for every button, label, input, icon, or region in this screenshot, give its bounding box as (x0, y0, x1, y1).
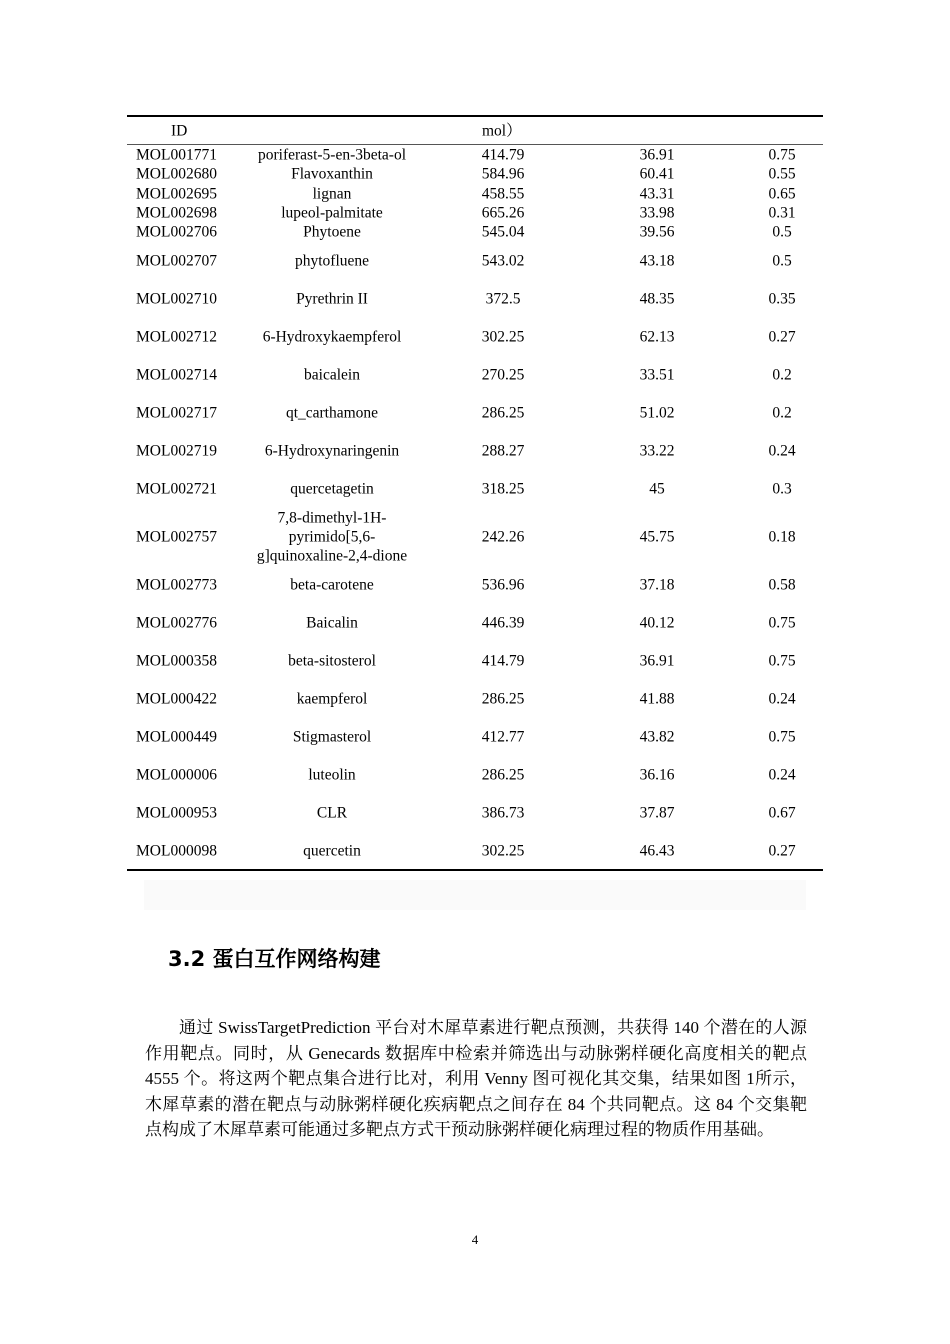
name-line: 6-Hydroxynaringenin (264, 442, 400, 460)
cell-mol-id: MOL002680 (136, 165, 217, 183)
cell-mol-id: MOL001771 (136, 146, 217, 164)
cell-molecule-name (313, 185, 352, 204)
cell-mol-id: MOL002712 (136, 328, 217, 346)
name-line: kaempferol (296, 690, 368, 708)
cell-molecule-name (295, 252, 369, 271)
name-line: Phytoene (303, 223, 361, 241)
name-line: Pyrethrin II (296, 290, 368, 308)
name-line: 6-Hydroxykaempferol (262, 328, 402, 346)
cell-mol-id: MOL002717 (136, 404, 217, 422)
name-line: qt_carthamone (285, 404, 379, 422)
cell-mol-id: MOL002706 (136, 223, 217, 241)
cell-molecule-name (308, 766, 355, 785)
name-line: luteolin (308, 766, 356, 784)
section-heading: 3.2 蛋白互作网络构建 (168, 947, 381, 971)
cell-mol-id: MOL002710 (136, 290, 217, 308)
cell-molecule-name (290, 480, 373, 499)
name-line: baicalein (304, 366, 360, 384)
cell-mol-id: MOL002707 (136, 252, 217, 270)
name-line: lignan (312, 185, 352, 203)
cell-molecule-name (297, 690, 368, 709)
cell-molecule-name (290, 576, 373, 595)
cell-mol-id: MOL000006 (136, 766, 217, 784)
cell-mol-id: MOL000422 (136, 690, 217, 708)
cell-molecule-name (286, 404, 378, 423)
name-line: Flavoxanthin (291, 165, 373, 183)
cell-molecule-name (303, 842, 361, 861)
cell-mol-id: MOL002757 (136, 528, 217, 546)
name-line: quercetin (303, 842, 361, 860)
name-line: phytofluene (294, 252, 370, 270)
name-line: quercetagetin (290, 480, 374, 498)
header-unit: mol） (482, 122, 522, 140)
name-line: Baicalin (306, 614, 358, 632)
name-line: CLR (316, 804, 348, 822)
name-line: beta-carotene (290, 576, 374, 594)
cell-mol-id: MOL002695 (136, 185, 217, 203)
name-line: g]quinoxaline-2,4-dione (256, 547, 408, 565)
name-line: pyrimido[5,6- (288, 528, 376, 546)
table-bottom-rule (127, 869, 823, 871)
cell-molecule-name (293, 728, 371, 747)
cell-mol-id: MOL002714 (136, 366, 217, 384)
page-number: 4 (471, 1232, 479, 1247)
cell-molecule-name (281, 204, 383, 223)
cell-molecule-name (288, 652, 376, 671)
document-page: ID mol） MOL001771 poriferast-5-en-3beta-ol 414.79 36.91 0.75 MOL002680 Flavoxanthin 584.96 60.41 0.55 MOL002695 lignan 458.55 43.31 0.65 MOL002698 lupeol-palmitate 665.26 33.98 0.31 MOL002706 Phytoene 545.04 39.56 0.5 MOL002707 phytofluene 543.02 43.18 0.5 MOL002710 Pyrethrin II 372.5 48.35 0.35 MOL002712 6-Hydroxykaempferol 302.25 62.13 0.27 MOL002714 baicalein 270.25 33.51 0.2 MOL002717 qt_carthamone 286.25 51.02 0.2 MOL002719 6-Hydroxynaringenin 288.27 33.22 0.24 MOL002721 quercetagetin 318.25 45 0.3 MOL002757 7,8-dimethyl-1H- pyrimido[5,6- g]quinoxaline-2,4-dione 242.26 45.75 0.18 MOL002773 beta-carotene 536.96 37.18 0.58 MOL002776 Baicalin 446.39 40.12 0.75 MOL000358 beta-sitosterol 414.79 36.91 0.75 MOL000422 kaempferol 286.25 41.88 0.24 MOL000449 Stigmasterol 412.77 43.82 0.75 MOL000006 luteolin 286.25 36.16 0.24 MOL000953 CLR 386.73 37.87 0.67 MOL000098 quercetin 302.25 46.43 0.27 3.2 蛋白互作网络构建 通过 SwissTargetPrediction 平台对木犀草素进行靶点预测，共获得 140 个潜在的人源作用靶点。同时，从 Genecards 数据库中检索并筛选出与动脉粥样硬化高度相关的靶点 4555 个。将这两个靶点集合进行比对，利用 Venny 图可视化其交集，结果如图 1所示，木犀草素的潜在靶点与动脉粥样硬化疾病靶点之间存在 84 个共同靶点。这 84 个交集靶点构成了木犀草素可能通过多靶点方式干预动脉粥样硬化病理过程的物质作用基础。 4 (0, 0, 950, 1344)
cell-mol-id: MOL002719 (136, 442, 217, 460)
name-line: Stigmasterol (292, 728, 372, 746)
table-header-rule (127, 144, 823, 145)
cell-mol-id: MOL000953 (136, 804, 217, 822)
cell-mol-id: MOL002776 (136, 614, 217, 632)
table-top-rule (127, 115, 823, 117)
cell-mol-id: MOL002773 (136, 576, 217, 594)
cell-molecule-name (317, 804, 347, 823)
cell-molecule-name (304, 366, 360, 385)
name-line: beta-sitosterol (288, 652, 376, 670)
cell-molecule-name (291, 165, 373, 184)
name-line: 7,8-dimethyl-1H- (277, 509, 387, 527)
cell-molecule-name (265, 442, 399, 461)
cell-mol-id: MOL002698 (136, 204, 217, 222)
cell-molecule-name (306, 614, 358, 633)
cell-molecule-name (296, 290, 368, 309)
header-id: ID (171, 122, 188, 140)
cell-mol-id: MOL002721 (136, 480, 217, 498)
cell-molecule-name (303, 223, 361, 242)
cell-mol-id: MOL000358 (136, 652, 217, 670)
cell-mol-id: MOL000098 (136, 842, 217, 860)
name-line: lupeol-palmitate (281, 204, 383, 222)
name-line: poriferast-5-en-3beta-ol (257, 146, 407, 164)
cell-molecule-name (263, 328, 402, 347)
cell-molecule-name (258, 146, 406, 165)
cell-mol-id: MOL000449 (136, 728, 217, 746)
shaded-band (144, 880, 806, 910)
body-paragraph: 通过 SwissTargetPrediction 平台对木犀草素进行靶点预测，共获得 140 个潜在的人源作用靶点。同时，从 Genecards 数据库中检索并筛选出与动脉粥样硬化高度相关的靶点 4555 个。将这两个靶点集合进行比对，利用 Venny 图可视化其交集，结果如图 1所示，木犀草素的潜在靶点与动脉粥样硬化疾病靶点之间存在 84 个共同靶点。这 84 个交集靶点构成了木犀草素可能通过多靶点方式干预动脉粥样硬化病理过程的物质作用基础。 (145, 1018, 807, 1139)
cell-molecule-name (257, 509, 407, 566)
